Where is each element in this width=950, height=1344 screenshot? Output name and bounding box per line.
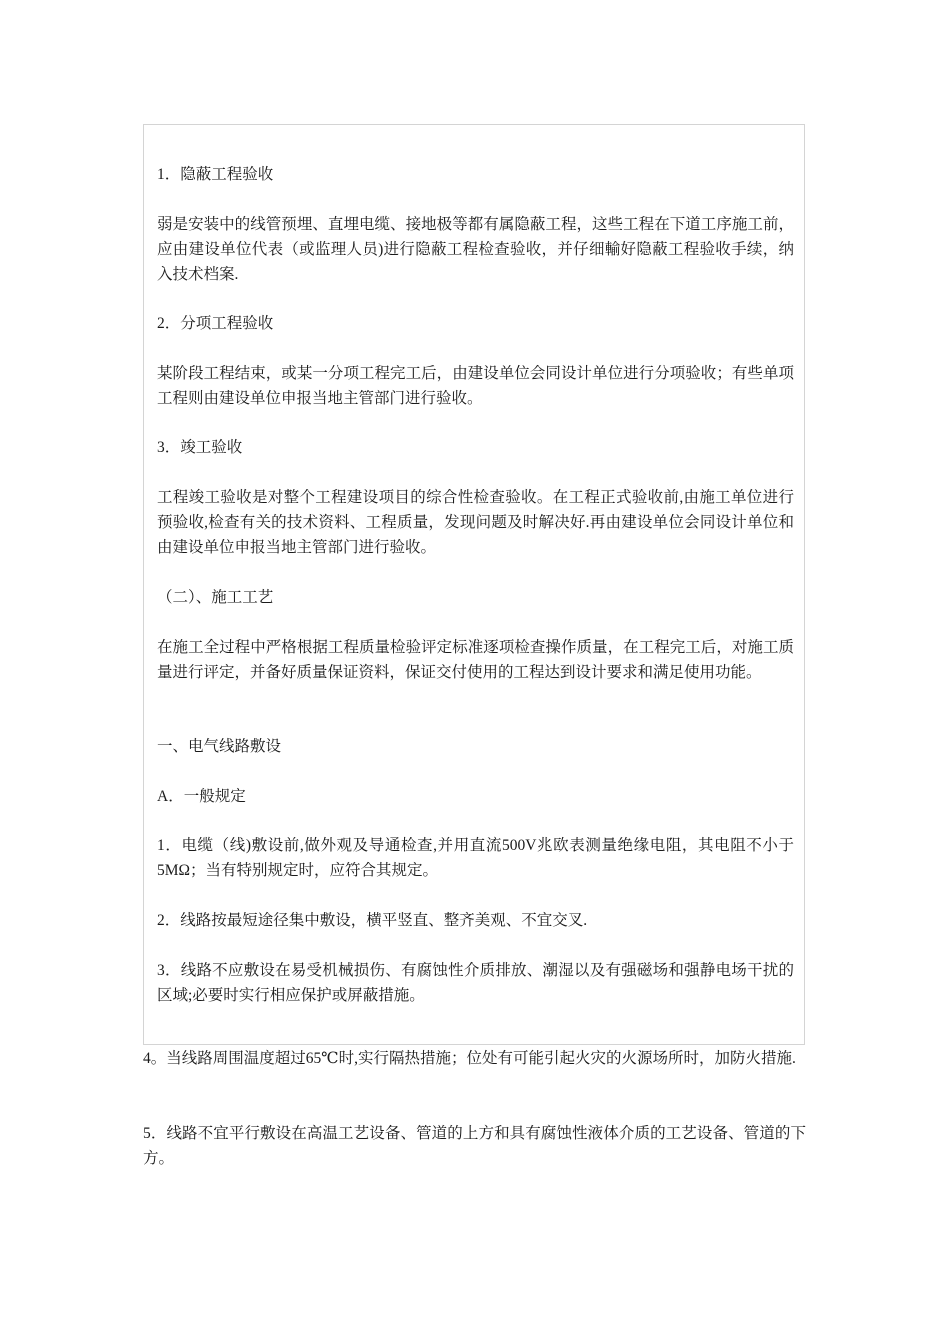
heading-general-rules: A．一般规定 [157,788,246,805]
heading-sub-item-acceptance: 2．分项工程验收 [157,315,274,332]
paragraph-completion: 工程竣工验收是对整个工程建设项目的综合性检查验收。在工程正式验收前,由施工单位进行预验收,检查有关的技术资料、工程质量，发现问题及时解决好.再由建设单位会同设计单位和由建设单位申报当地主管部门进行验收。 [157,489,794,556]
paragraph-concealed-works: 弱是安装中的线管预埋、直埋电缆、接地极等都有属隐蔽工程，这些工程在下道工序施工前，应由建设单位代表（或监理人员)进行隐蔽工程检查验收，并仔细輸好隐蔽工程验收手续，纳入技术档案. [157,216,794,283]
rule-4-heat-insulation: 4。当线路周围温度超过65℃时,实行隔热措施；位处有可能引起火灾的火源场所时，加防火措施. [143,1050,796,1067]
heading-construction-process: （二）、施工工艺 [157,589,274,606]
rule-2-shortest-route: 2．线路按最短途径集中敷设，横平竖直、整齐美观、不宜交叉. [157,912,588,929]
paragraph-sub-item: 某阶段工程结束，或某一分项工程完工后，由建设单位会同设计单位进行分项验收；有些单项工程则由建设单位申报当地主管部门进行验收。 [157,365,794,407]
paragraph-construction-process: 在施工全过程中严格根据工程质量检验评定标准逐项检查操作质量，在工程完工后，对施工质量进行评定，并备好质量保证资料，保证交付使用的工程达到设计要求和满足使用功能。 [157,639,794,681]
heading-completion-acceptance: 3．竣工验收 [157,439,243,456]
heading-electrical-wiring: 一、电气线路敷设 [157,738,282,755]
heading-concealed-works-acceptance: 1．隐蔽工程验收 [157,166,274,183]
rule-1-insulation-test: 1．电缆（线)敷设前,做外观及导通检查,并用直流500V兆欧表测量绝缘电阻，其电阻不小于5MΩ；当有特别规定时，应符合其规定。 [157,837,794,879]
rule-3-avoid-damage-areas: 3．线路不应敷设在易受机械损伤、有腐蚀性介质排放、潮湿以及有强磁场和强静电场干扰的区域;必要时实行相应保护或屏蔽措施。 [157,962,794,1004]
rule-5-parallel-laying: 5．线路不宜平行敷设在高温工艺设备、管道的上方和具有腐蚀性液体介质的工艺设备、管道的下方。 [143,1125,806,1167]
